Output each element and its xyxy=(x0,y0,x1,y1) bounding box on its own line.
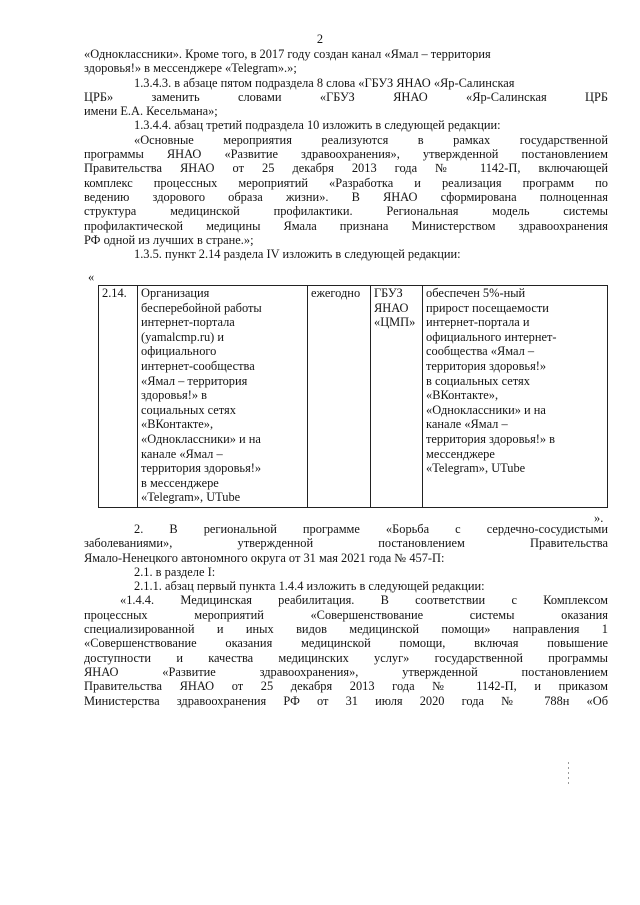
text-line: здоровья!» в мессенджере «Telegram».»; xyxy=(84,61,297,76)
cell-line: территория здоровья!» в xyxy=(426,431,556,446)
cell-line: «ВКонтакте», xyxy=(426,388,499,403)
cell-line: «Одноклассники» и на xyxy=(426,402,546,417)
cell-line: официального интернет- xyxy=(426,329,557,344)
cell-line: официального xyxy=(141,344,217,359)
text-line: ведению здорового образа жизни». В ЯНАО сформирована полноценная xyxy=(84,189,608,204)
cell-line: «Ямал – территория xyxy=(141,373,248,388)
text-line: ЦРБ» заменить словами «ГБУЗ ЯНАО «Яр-Салинская ЦРБ xyxy=(84,89,608,104)
text-line: процессных мероприятий «Совершенствование системы оказания xyxy=(84,607,608,622)
cell-line: канале «Ямал – xyxy=(141,446,223,461)
period-cell xyxy=(308,286,371,508)
period: ежегодно xyxy=(311,286,361,300)
cell-line: здоровья!» в xyxy=(141,388,208,403)
text-line: профилактической медицины Ямала признана Министерством здравоохранения xyxy=(84,218,608,233)
text-line: программы ЯНАО «Развитие здравоохранения», утвержденной постановлением xyxy=(84,147,608,162)
cell-line: «ВКонтакте», xyxy=(141,417,214,432)
cell-line: ЯНАО xyxy=(374,300,409,315)
text-line: комплекс процессных мероприятий «Разработка и реализация программ по xyxy=(84,175,608,190)
cell-line: мессенджере xyxy=(426,446,495,461)
cell-line: бесперебойной работы xyxy=(141,300,262,315)
text-line: «Одноклассники». Кроме того, в 2017 году создан канал «Ямал – территория xyxy=(84,47,491,61)
plan-table xyxy=(98,285,608,508)
text-line: Правительства ЯНАО от 25 декабря 2013 года № 1142-П, включающей xyxy=(84,161,608,176)
text-line: доступности и качества медицинских услуг» государственной программы xyxy=(84,650,608,665)
text-line: имени Е.А. Кесельмана»; xyxy=(84,104,218,119)
cell-line: в мессенджере xyxy=(141,475,219,490)
cell-line: интернет-сообщества xyxy=(141,358,255,373)
text-line: 2.1.1. абзац первый пункта 1.4.4 изложить в следующей редакции: xyxy=(134,579,485,594)
text-line: 2. В региональной программе «Борьба с сердечно-сосудистыми xyxy=(134,522,608,536)
cell-line: интернет-портала xyxy=(141,315,235,330)
text-line: Правительства ЯНАО от 25 декабря 2013 года № 1142-П, и приказом xyxy=(84,679,608,694)
cell-line: «Telegram», UTube xyxy=(141,490,241,505)
text-line: ЯНАО «Развитие здравоохранения», утвержденной постановлением xyxy=(84,664,608,679)
cell-line: социальных сетях xyxy=(141,402,236,417)
text-line: структура медицинской профилактики. Региональная модель системы xyxy=(84,204,608,219)
cell-line: прирост посещаемости xyxy=(426,300,549,315)
executor-cell xyxy=(371,286,423,508)
cell-line: сообщества «Ямал – xyxy=(426,344,535,359)
text-line: «1.4.4. Медицинская реабилитация. В соответствии с Комплексом xyxy=(120,593,608,608)
page-number: 2 xyxy=(316,32,324,46)
cell-line: территория здоровья!» xyxy=(141,461,262,476)
text-line: Министерства здравоохранения РФ от 31 июля 2020 года № 788н «Об xyxy=(84,693,608,708)
item-number-cell xyxy=(99,286,138,508)
cell-line: «Одноклассники» и на xyxy=(141,431,261,446)
text-line: заболеваниями», утвержденной постановлением Правительства xyxy=(84,536,608,551)
top-paragraphs xyxy=(84,47,608,261)
bottom-paragraphs xyxy=(84,522,608,708)
item-number: 2.14. xyxy=(102,286,127,300)
text-line: РФ одной из лучших в стране.»; xyxy=(84,232,254,247)
task-cell xyxy=(138,286,308,508)
quote-close: ». xyxy=(594,511,604,525)
cell-line: Организация xyxy=(141,286,210,300)
cell-line: канале «Ямал – xyxy=(426,417,508,432)
text-line: «Совершенствование оказания медицинской помощи, включая повышение xyxy=(84,636,608,651)
cell-line: обеспечен 5%-ный xyxy=(426,286,526,300)
text-line: 2.1. в разделе I: xyxy=(134,564,216,579)
cell-line: «Telegram», UTube xyxy=(426,461,526,476)
cell-line: (yamalcmp.ru) и xyxy=(141,329,225,344)
scan-artifact-mark xyxy=(568,762,569,784)
cell-line: «ЦМП» xyxy=(374,315,416,330)
text-line: «Основные мероприятия реализуются в рамках государственной xyxy=(134,132,608,147)
text-line: 1.3.4.4. абзац третий подраздела 10 изложить в следующей редакции: xyxy=(134,118,501,133)
cell-line: территория здоровья!» xyxy=(426,358,547,373)
cell-line: интернет-портала и xyxy=(426,315,530,330)
text-line: 1.3.4.3. в абзаце пятом подраздела 8 слова «ГБУЗ ЯНАО «Яр-Салинская xyxy=(134,75,515,90)
cell-line: в социальных сетях xyxy=(426,373,530,388)
result-cell xyxy=(423,286,608,508)
cell-line: ГБУЗ xyxy=(374,286,403,300)
table-row xyxy=(99,286,608,508)
text-line: Ямало-Ненецкого автономного округа от 31 мая 2021 года № 457-П: xyxy=(84,550,445,565)
quote-open: « xyxy=(88,270,95,284)
text-line: специализированной и иных видов медицинской помощи» направления 1 xyxy=(84,622,608,637)
text-line: 1.3.5. пункт 2.14 раздела IV изложить в следующей редакции: xyxy=(134,247,461,262)
